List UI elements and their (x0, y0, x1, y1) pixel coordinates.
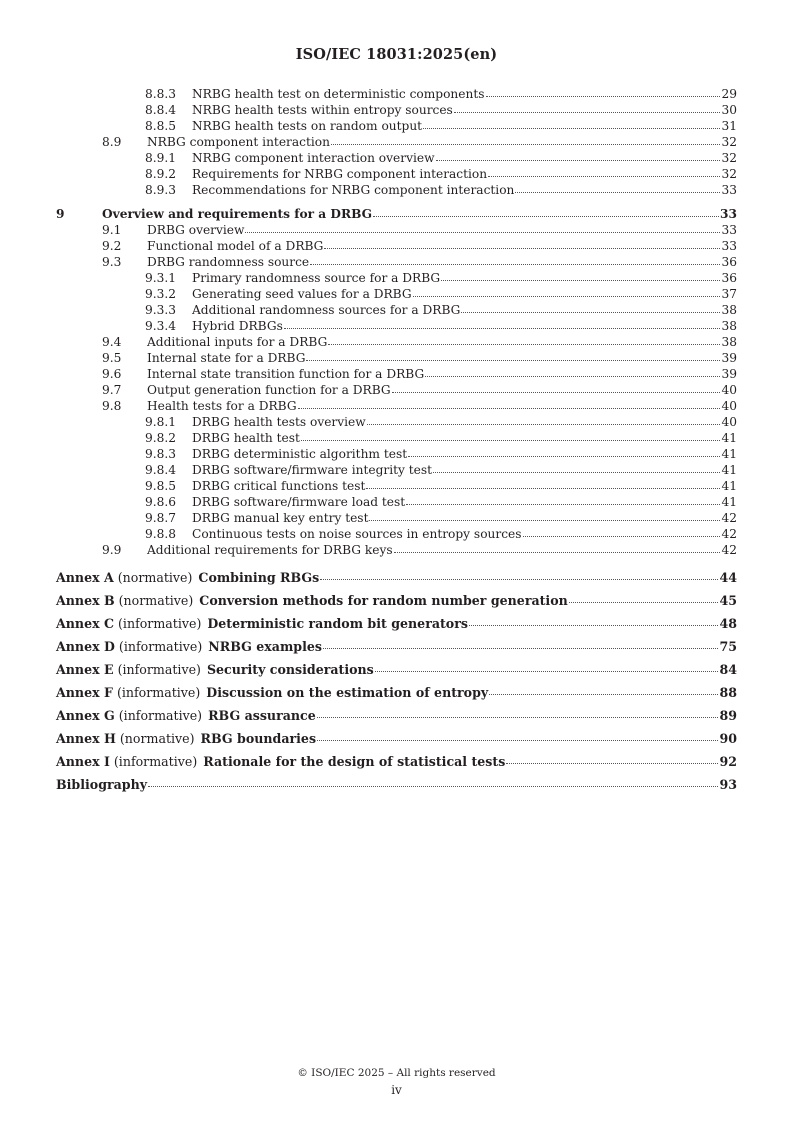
annex-entry-line (56, 704, 737, 727)
toc-dot-leader (506, 751, 718, 764)
toc-entry-line (192, 462, 737, 478)
toc-spacer (56, 558, 737, 566)
annex-title: NRBG examples (208, 639, 322, 654)
toc-entry-line (192, 270, 737, 286)
toc-entry-title: Additional requirements for DRBG keys (147, 543, 393, 557)
toc-entry-page: 40 (721, 415, 737, 429)
annex-entry[interactable] (56, 658, 737, 681)
toc-entry[interactable] (56, 270, 737, 286)
annex-page: 48 (719, 616, 737, 631)
toc-entry-page: 42 (721, 527, 737, 541)
toc-entry-title: DRBG software/firmware load test (192, 495, 406, 509)
toc-entry-page: 33 (721, 183, 737, 197)
toc-entry-page: 42 (721, 511, 737, 525)
toc-entry[interactable] (56, 510, 737, 526)
toc-entry-number: 8.8.4 (145, 103, 177, 117)
toc-entry-number: 9.9 (102, 543, 122, 557)
toc-entry-page: 39 (721, 351, 737, 365)
toc-entry-number: 9 (56, 207, 65, 221)
annex-entry-line (56, 635, 737, 658)
toc-entry-line (192, 446, 737, 462)
bibliography-title: Bibliography (56, 777, 148, 792)
toc-entry-title: DRBG health test (192, 431, 300, 445)
toc-entry-number: 8.9.3 (145, 183, 177, 197)
toc-dot-leader (367, 414, 721, 425)
annex-kind: (informative) (117, 662, 201, 677)
toc-entry-number: 9.3.2 (145, 287, 177, 301)
toc-entry-number: 9.3.1 (145, 271, 177, 285)
annex-kind: (normative) (119, 731, 195, 746)
toc-entry-line (192, 86, 737, 102)
toc-entry-title: Continuous tests on noise sources in entropy sources (192, 527, 522, 541)
toc-entry-line (192, 478, 737, 494)
toc-dot-leader (284, 318, 721, 329)
annex-label: Annex C (56, 616, 115, 631)
annex-label: Annex D (56, 639, 115, 654)
annex-entry-line (56, 612, 737, 635)
toc-dot-leader (317, 728, 718, 741)
annex-title: Discussion on the estimation of entropy (206, 685, 489, 700)
toc-entry[interactable] (56, 350, 737, 366)
toc-dot-leader (569, 590, 719, 603)
toc-entry-number: 9.5 (102, 351, 122, 365)
page-header: ISO/IEC 18031:2025(en) (295, 46, 498, 63)
annex-entry-line (56, 589, 737, 612)
toc-entry[interactable] (56, 182, 737, 198)
toc-entry-page: 30 (721, 103, 737, 117)
toc-entry-line (192, 414, 737, 430)
annex-label: Annex I (56, 754, 110, 769)
toc-entry[interactable] (56, 86, 737, 102)
toc-entry-line (192, 166, 737, 182)
toc-entry[interactable] (56, 134, 737, 150)
toc-dot-leader (425, 366, 720, 377)
annex-title: Combining RBGs (198, 570, 320, 585)
toc-spacer (56, 198, 737, 206)
toc-entry[interactable] (56, 150, 737, 166)
annex-kind: (informative) (118, 616, 202, 631)
bibliography-line (56, 773, 737, 796)
annex-page: 75 (719, 639, 737, 654)
toc-entry-page: 33 (721, 223, 737, 237)
toc-entry-page: 38 (721, 319, 737, 333)
copyright-notice: © ISO/IEC 2025 – All rights reserved (297, 1067, 496, 1079)
toc-entry-number: 9.8.4 (145, 463, 177, 477)
toc-entry-number: 9.8 (102, 399, 122, 413)
annex-kind: (informative) (118, 708, 203, 723)
annex-title: Security considerations (206, 662, 374, 677)
toc-entry[interactable] (56, 494, 737, 510)
annex-kind: (normative) (117, 570, 193, 585)
toc-dot-leader (375, 659, 719, 672)
toc-entry-number: 9.8.2 (145, 431, 177, 445)
toc-entry[interactable] (56, 446, 737, 462)
toc-entry-title: DRBG deterministic algorithm test (192, 447, 408, 461)
annex-title: Rationale for the design of statistical tests (203, 754, 506, 769)
annex-entry[interactable] (56, 681, 737, 704)
annex-label: Annex A (56, 570, 114, 585)
toc-dot-leader (433, 462, 720, 473)
toc-dot-leader (301, 430, 721, 441)
toc-dot-leader (324, 238, 720, 249)
annex-entry-line (56, 750, 737, 773)
toc-entry-number: 9.8.5 (145, 479, 177, 493)
toc-entry-page: 36 (721, 255, 737, 269)
toc-dot-leader (486, 86, 721, 97)
toc-entry[interactable] (56, 238, 737, 254)
toc-entry[interactable] (56, 478, 737, 494)
toc-entry-number: 9.3.4 (145, 319, 177, 333)
toc-entry-page: 38 (721, 335, 737, 349)
toc-dot-leader (523, 526, 721, 537)
toc-entry-title: NRBG component interaction overview (192, 151, 435, 165)
toc-entry-line (192, 526, 737, 542)
toc-entry-page: 40 (721, 399, 737, 413)
toc-entry-line (192, 430, 737, 446)
annex-label: Annex E (56, 662, 114, 677)
toc-dot-leader (413, 286, 721, 297)
toc-dot-leader (406, 494, 720, 505)
toc-entry-number: 9.6 (102, 367, 122, 381)
toc-dot-leader (369, 510, 720, 521)
toc-dot-leader (331, 134, 721, 145)
toc-entry-page: 29 (721, 87, 737, 101)
toc-entry-line (102, 206, 737, 222)
toc-entry-page: 32 (721, 135, 737, 149)
annex-page: 88 (719, 685, 737, 700)
toc-entry-line (147, 334, 737, 350)
annex-page: 84 (719, 662, 737, 677)
toc-entry-title: Internal state for a DRBG (147, 351, 306, 365)
toc-dot-leader (488, 166, 720, 177)
bibliography-page: 93 (719, 777, 737, 792)
toc-dot-leader (323, 636, 719, 649)
toc-entry-line (147, 134, 737, 150)
toc-entry-title: Generating seed values for a DRBG (192, 287, 412, 301)
toc-entry-number: 9.8.8 (145, 527, 177, 541)
toc-entry-title: NRBG health tests within entropy sources (192, 103, 453, 117)
toc-entry[interactable] (56, 334, 737, 350)
toc-entry-number: 8.9.2 (145, 167, 177, 181)
toc-entry-title: Overview and requirements for a DRBG (102, 207, 373, 221)
toc-entry-title: DRBG health tests overview (192, 415, 366, 429)
toc-entry[interactable] (56, 206, 737, 222)
toc-entry-page: 41 (721, 431, 737, 445)
toc-entry-number: 9.4 (102, 335, 122, 349)
toc-entry-title: Recommendations for NRBG component interaction (192, 183, 515, 197)
toc-entry-line (147, 238, 737, 254)
toc-entry-title: NRBG component interaction (147, 135, 330, 149)
toc-dot-leader (423, 118, 720, 129)
annex-label: Annex F (56, 685, 113, 700)
annex-page: 90 (719, 731, 737, 746)
table-of-contents (56, 86, 737, 796)
annex-entry-line (56, 566, 737, 589)
toc-entry-line (192, 118, 737, 134)
toc-entry-title: DRBG randomness source (147, 255, 310, 269)
toc-entry-line (192, 150, 737, 166)
toc-dot-leader (515, 182, 720, 193)
toc-entry-title: Functional model of a DRBG (147, 239, 324, 253)
toc-entry[interactable] (56, 414, 737, 430)
toc-dot-leader (454, 102, 721, 113)
toc-dot-leader (392, 382, 721, 393)
annex-page: 92 (719, 754, 737, 769)
toc-entry[interactable] (56, 526, 737, 542)
toc-entry-number: 9.8.1 (145, 415, 177, 429)
toc-entry-page: 33 (720, 207, 737, 221)
toc-dot-leader (320, 567, 718, 580)
toc-dot-leader (461, 302, 720, 313)
toc-entry[interactable] (56, 542, 737, 558)
annex-entry[interactable] (56, 635, 737, 658)
toc-dot-leader (148, 774, 718, 787)
toc-entry-number: 9.8.6 (145, 495, 177, 509)
toc-entry-title: NRBG health tests on random output (192, 119, 423, 133)
toc-entry-page: 36 (721, 271, 737, 285)
toc-entry-page: 40 (721, 383, 737, 397)
toc-entry-title: DRBG critical functions test (192, 479, 366, 493)
toc-dot-leader (394, 542, 721, 553)
toc-entry-page: 31 (721, 119, 737, 133)
page-number: iv (391, 1083, 402, 1097)
toc-entry-title: Additional inputs for a DRBG (147, 335, 328, 349)
toc-entry[interactable] (56, 102, 737, 118)
toc-entry-line (147, 398, 737, 414)
toc-dot-leader (366, 478, 720, 489)
toc-entry[interactable] (56, 302, 737, 318)
toc-entry-title: Health tests for a DRBG (147, 399, 297, 413)
toc-dot-leader (469, 613, 719, 626)
annex-entry[interactable] (56, 704, 737, 727)
toc-entry[interactable] (56, 462, 737, 478)
toc-entry[interactable] (56, 286, 737, 302)
toc-entry-title: DRBG software/firmware integrity test (192, 463, 433, 477)
toc-entry-page: 39 (721, 367, 737, 381)
toc-entry-line (147, 222, 737, 238)
toc-dot-leader (298, 398, 721, 409)
toc-entry-number: 8.9 (102, 135, 122, 149)
toc-entry-number: 9.8.3 (145, 447, 177, 461)
toc-entry-number: 9.2 (102, 239, 122, 253)
annex-kind: (informative) (113, 754, 198, 769)
toc-entry[interactable] (56, 398, 737, 414)
toc-entry-title: DRBG overview (147, 223, 245, 237)
toc-entry[interactable] (56, 118, 737, 134)
annex-kind: (normative) (118, 593, 194, 608)
toc-entry-number: 9.7 (102, 383, 122, 397)
annex-entry-line (56, 681, 737, 704)
annex-kind: (informative) (118, 639, 203, 654)
toc-entry-title: Hybrid DRBGs (192, 319, 283, 333)
toc-entry-line (147, 254, 737, 270)
toc-entry-title: NRBG health test on deterministic components (192, 87, 485, 101)
toc-entry[interactable] (56, 382, 737, 398)
toc-dot-leader (306, 350, 720, 361)
annex-entry-line (56, 727, 737, 750)
toc-entry-title: Requirements for NRBG component interaction (192, 167, 488, 181)
annex-title: Deterministic random bit generators (207, 616, 468, 631)
annex-label: Annex H (56, 731, 116, 746)
toc-dot-leader (245, 222, 720, 233)
toc-entry-number: 8.9.1 (145, 151, 177, 165)
toc-entry-page: 32 (721, 167, 737, 181)
toc-entry-title: Internal state transition function for a DRBG (147, 367, 425, 381)
annex-entry[interactable] (56, 589, 737, 612)
toc-entry-number: 9.3 (102, 255, 122, 269)
annex-entry[interactable] (56, 612, 737, 635)
toc-entry-page: 42 (721, 543, 737, 557)
toc-entry-line (147, 382, 737, 398)
annex-entry[interactable] (56, 750, 737, 773)
toc-entry-page: 33 (721, 239, 737, 253)
toc-entry-line (192, 510, 737, 526)
toc-entry-line (192, 302, 737, 318)
toc-entry-line (192, 318, 737, 334)
toc-dot-leader (441, 270, 720, 281)
annex-entry-line (56, 658, 737, 681)
toc-entry-number: 9.1 (102, 223, 122, 237)
annex-entry[interactable] (56, 727, 737, 750)
toc-entry-number: 9.3.3 (145, 303, 177, 317)
toc-entry-number: 8.8.5 (145, 119, 177, 133)
toc-entry-page: 41 (721, 495, 737, 509)
annex-page: 89 (719, 708, 737, 723)
annex-label: Annex B (56, 593, 115, 608)
toc-entry-title: Primary randomness source for a DRBG (192, 271, 441, 285)
toc-dot-leader (317, 705, 719, 718)
toc-entry[interactable] (56, 366, 737, 382)
toc-dot-leader (310, 254, 720, 265)
toc-dot-leader (408, 446, 720, 457)
toc-entry-line (147, 542, 737, 558)
toc-entry-page: 41 (721, 463, 737, 477)
annex-page: 45 (719, 593, 737, 608)
toc-entry-page: 32 (721, 151, 737, 165)
annex-entry[interactable] (56, 566, 737, 589)
annex-page: 44 (719, 570, 737, 585)
toc-entry-line (192, 102, 737, 118)
toc-entry-line (147, 350, 737, 366)
toc-entry-number: 8.8.3 (145, 87, 177, 101)
toc-entry[interactable] (56, 254, 737, 270)
toc-entry[interactable] (56, 318, 737, 334)
annex-title: Conversion methods for random number generation (199, 593, 568, 608)
toc-entry-line (192, 286, 737, 302)
toc-entry-number: 9.8.7 (145, 511, 177, 525)
toc-entry-line (192, 494, 737, 510)
toc-dot-leader (436, 150, 721, 161)
toc-entry[interactable] (56, 430, 737, 446)
annex-title: RBG boundaries (200, 731, 317, 746)
toc-entry-page: 41 (721, 479, 737, 493)
toc-entry-page: 38 (721, 303, 737, 317)
toc-entry-page: 41 (721, 447, 737, 461)
bibliography-entry[interactable] (56, 773, 737, 796)
toc-entry[interactable] (56, 222, 737, 238)
toc-dot-leader (373, 206, 719, 217)
toc-entry-title: Additional randomness sources for a DRBG (192, 303, 461, 317)
toc-entry-line (192, 182, 737, 198)
annex-label: Annex G (56, 708, 115, 723)
toc-dot-leader (328, 334, 720, 345)
annex-kind: (informative) (116, 685, 201, 700)
toc-entry-line (147, 366, 737, 382)
toc-dot-leader (489, 682, 718, 695)
toc-entry-page: 37 (721, 287, 737, 301)
toc-entry-title: Output generation function for a DRBG (147, 383, 391, 397)
annex-title: RBG assurance (208, 708, 316, 723)
toc-entry-title: DRBG manual key entry test (192, 511, 369, 525)
toc-entry[interactable] (56, 166, 737, 182)
